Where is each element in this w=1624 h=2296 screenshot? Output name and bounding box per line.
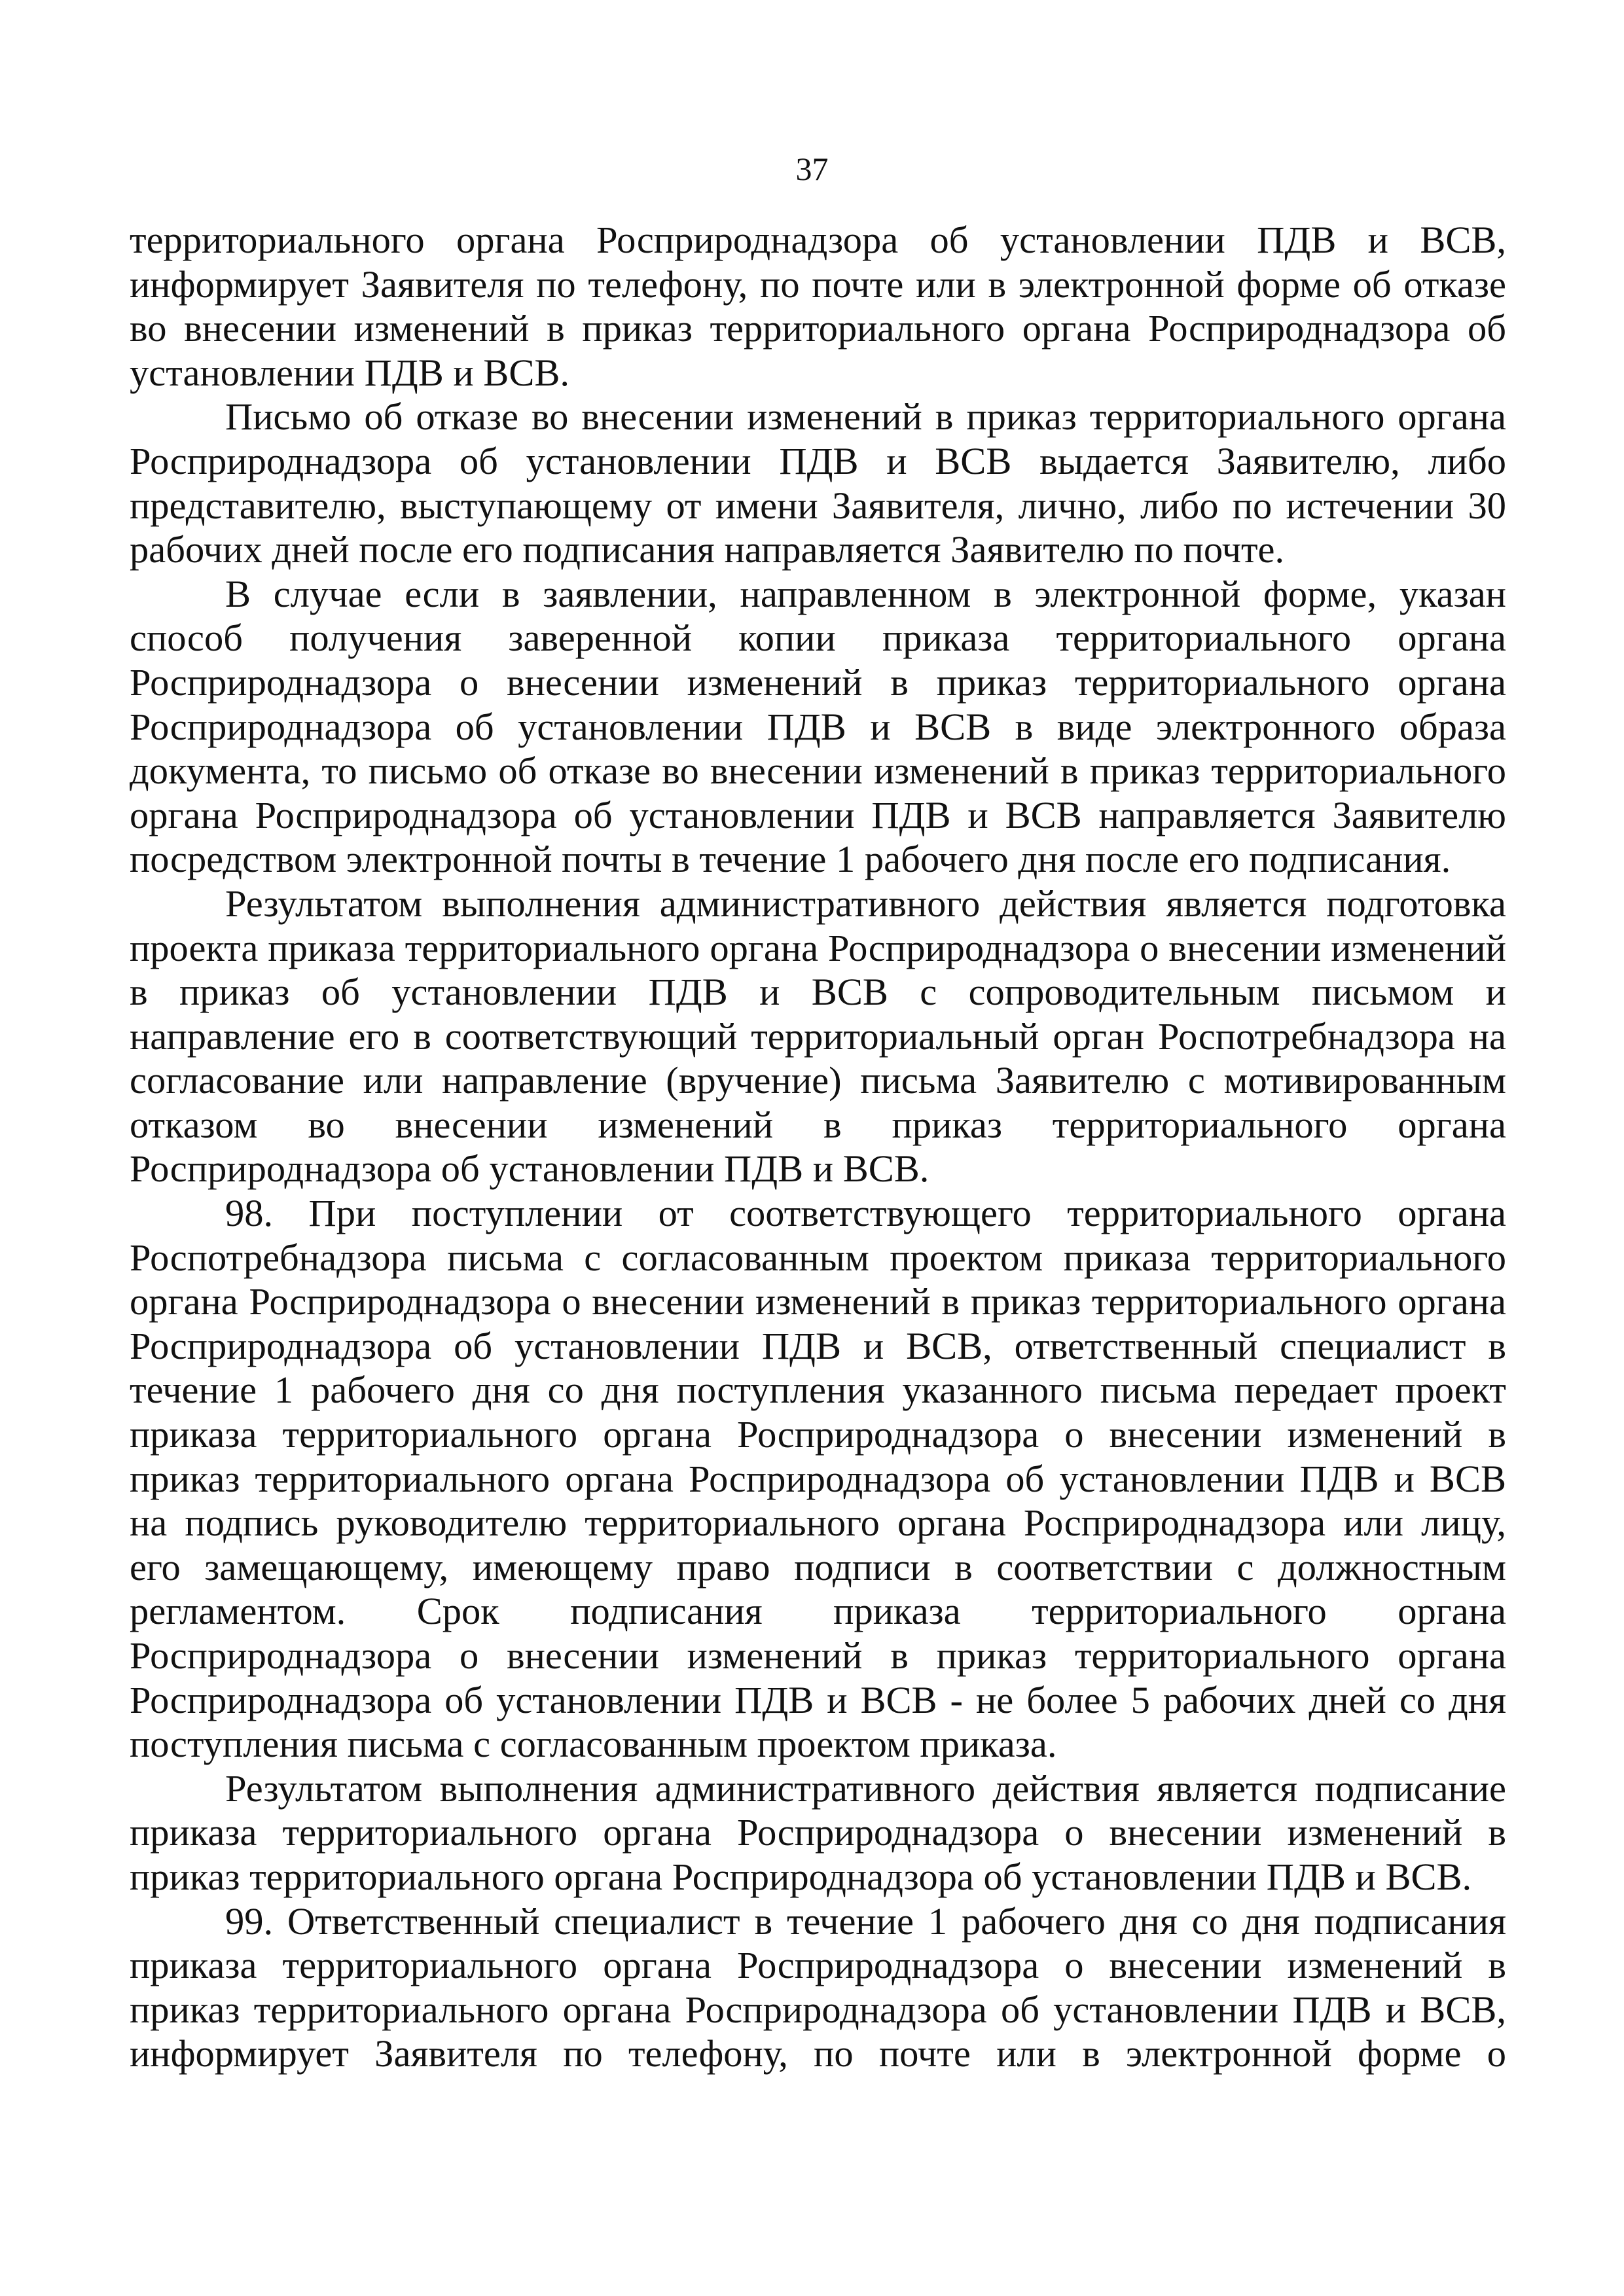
paragraph-item-98 — [130, 1191, 1506, 1767]
text-line: течение 1 рабочего дня со дня поступления указанного письма передает проект — [130, 1369, 1506, 1412]
text-line: Роспотребнадзора письма с согласованным проектом приказа территориального — [130, 1236, 1506, 1279]
text-line: способ получения заверенной копии приказа территориального органа — [130, 617, 1506, 660]
text-line: на подпись руководителю территориального органа Росприроднадзора или лицу, — [130, 1501, 1506, 1545]
text-line: отказом во внесении изменений в приказ территориального органа — [130, 1103, 1506, 1146]
text-line: Росприроднадзора об установлении ПДВ и ВСВ - не более 5 рабочих дней со дня — [130, 1678, 1506, 1721]
text-line: Росприроднадзора о внесении изменений в приказ территориального органа — [130, 660, 1506, 704]
text-line: его замещающему, имеющему право подписи в соответствии с должностным — [130, 1545, 1506, 1588]
text-line: в приказ об установлении ПДВ и ВСВ с сопроводительным письмом и — [130, 971, 1506, 1014]
text-line: регламентом. Срок подписания приказа территориального органа — [130, 1590, 1506, 1633]
text-line: посредством электронной почты в течение 1 рабочего дня после его подписания. — [130, 838, 1451, 881]
text-line: направление его в соответствующий территориальный орган Роспотребнадзора на — [130, 1014, 1506, 1058]
text-line: 99. Ответственный специалист в течение 1 рабочего дня со дня подписания — [225, 1899, 1506, 1943]
text-line: установлении ПДВ и ВСВ. — [130, 351, 569, 394]
text-line: приказа территориального органа Росприроднадзора о внесении изменений в — [130, 1811, 1506, 1854]
text-line: согласование или направление (вручение) письма Заявителю с мотивированным — [130, 1059, 1506, 1102]
text-line: приказа территориального органа Росприроднадзора о внесении изменений в — [130, 1413, 1506, 1456]
text-line: Росприроднадзора об установлении ПДВ и ВСВ выдается Заявителю, либо — [130, 439, 1506, 482]
text-line: Письмо об отказе во внесении изменений в приказ территориального органа — [225, 395, 1506, 439]
text-line: органа Росприроднадзора об установлении ПДВ и ВСВ направляется Заявителю — [130, 793, 1506, 836]
paragraph-electronic-form — [130, 572, 1506, 882]
text-line: поступления письма с согласованным проектом приказа. — [130, 1723, 1057, 1766]
text-line: приказ территориального органа Росприроднадзора об установлении ПДВ и ВСВ, — [130, 1988, 1506, 2031]
text-line: рабочих дней после его подписания направляется Заявителю по почте. — [130, 528, 1285, 571]
text-line: приказа территориального органа Росприроднадзора о внесении изменений в — [130, 1944, 1506, 1987]
text-line: приказ территориального органа Росприроднадзора об установлении ПДВ и ВСВ — [130, 1457, 1506, 1500]
text-line: Росприроднадзора об установлении ПДВ и ВСВ в виде электронного образа — [130, 705, 1506, 748]
page-number: 37 — [795, 151, 829, 187]
text-line: проекта приказа территориального органа Росприроднадзора о внесении изменений — [130, 926, 1506, 969]
text-line: представителю, выступающему от имени Заявителя, лично, либо по истечении 30 — [130, 484, 1506, 527]
text-line: информирует Заявителя по телефону, по почте или в электронной форме о — [130, 2032, 1506, 2075]
paragraph-item-99 — [130, 1899, 1506, 2076]
document-body — [130, 218, 1506, 2076]
text-line: документа, то письмо об отказе во внесении изменений в приказ территориального — [130, 749, 1506, 793]
text-line: информирует Заявителя по телефону, по почте или в электронной форме об отказе — [130, 262, 1506, 306]
text-line: Росприроднадзора о внесении изменений в приказ территориального органа — [130, 1634, 1506, 1677]
text-line: территориального органа Росприроднадзора об установлении ПДВ и ВСВ, — [130, 219, 1506, 261]
text-line: Росприроднадзора об установлении ПДВ и ВСВ, ответственный специалист в — [130, 1324, 1506, 1367]
text-line: В случае если в заявлении, направленном в электронной форме, указан — [225, 572, 1506, 615]
text-line: во внесении изменений в приказ территориального органа Росприроднадзора об — [130, 307, 1506, 350]
text-line: 98. При поступлении от соответствующего территориального органа — [225, 1192, 1506, 1235]
text-line: Росприроднадзора об установлении ПДВ и ВСВ. — [130, 1147, 929, 1191]
paragraph-result-signing — [130, 1767, 1506, 1899]
text-line: Результатом выполнения административного действия является подписание — [225, 1767, 1506, 1810]
paragraph-result-preparation — [130, 882, 1506, 1191]
text-line: Результатом выполнения административного действия является подготовка — [225, 882, 1506, 925]
text-line: приказ территориального органа Росприроднадзора об установлении ПДВ и ВСВ. — [130, 1855, 1472, 1898]
text-line: органа Росприроднадзора о внесении изменений в приказ территориального органа — [130, 1280, 1506, 1323]
paragraph-continuation — [130, 218, 1506, 395]
paragraph-refusal-letter — [130, 395, 1506, 571]
